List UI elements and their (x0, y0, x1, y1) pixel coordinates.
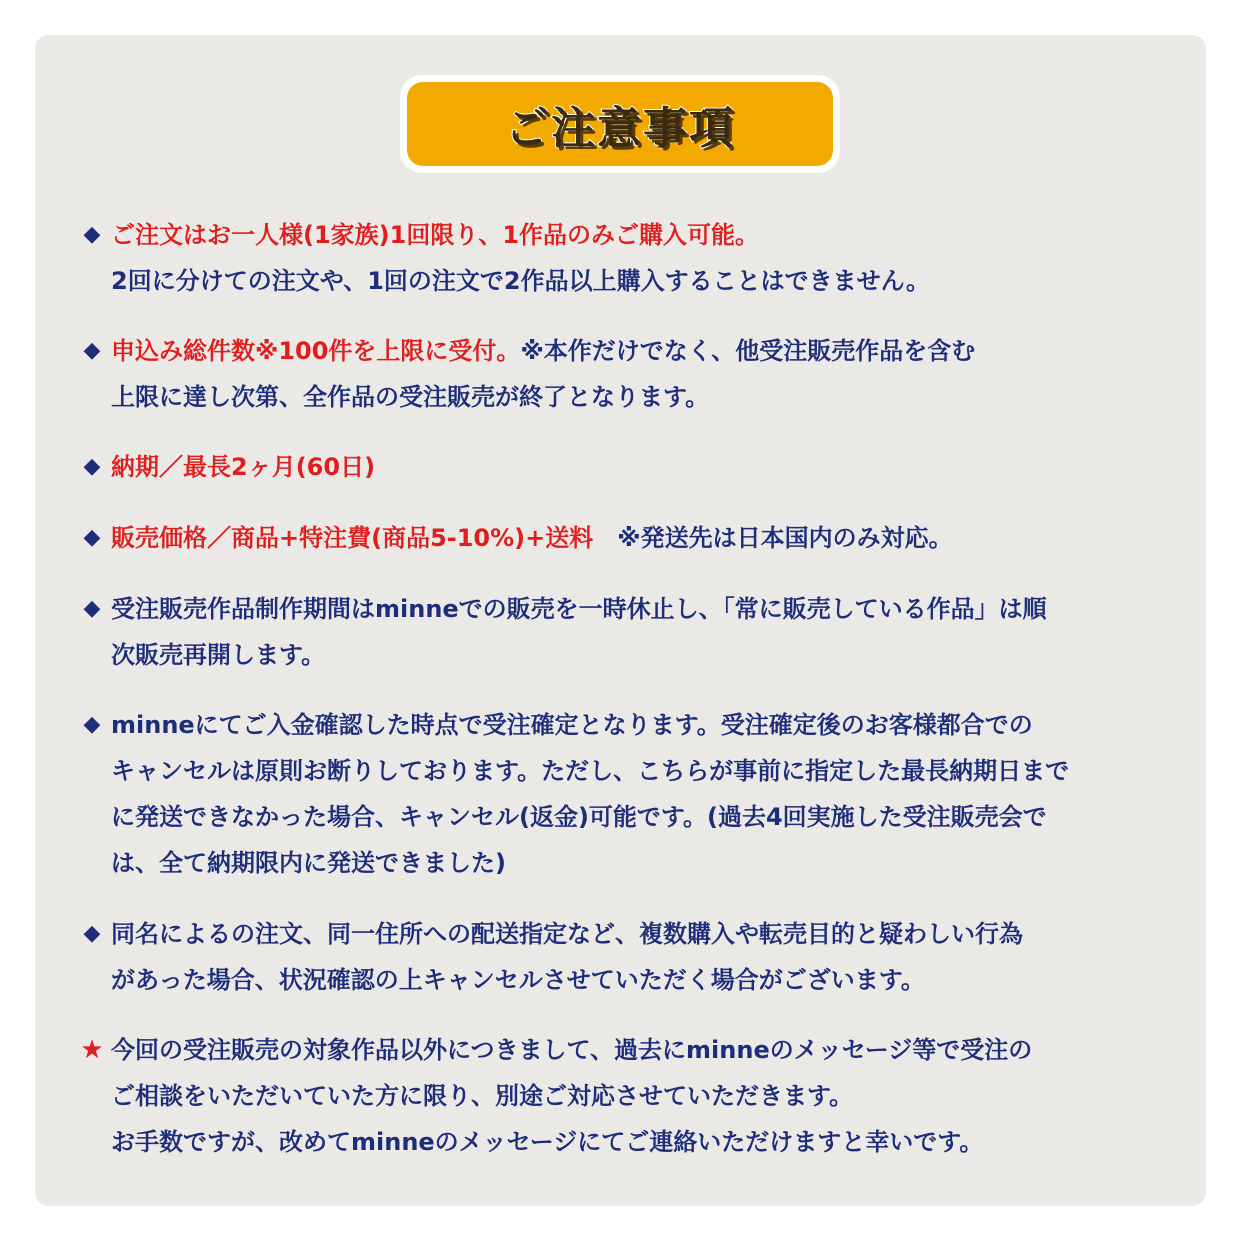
notice-text: 上限に達し次第、全作品の受注販売が終了となります。 (111, 383, 710, 411)
notice-line (111, 214, 759, 256)
notice-text: minneにてご入金確認した時点で受注確定となります。受注確定後のお客様都合での (111, 711, 1033, 739)
notice-line (111, 842, 506, 884)
notice-text: ※本作だけでなく、他受注販売作品を含む (520, 337, 976, 365)
diamond-bullet-icon: ◆ (83, 338, 101, 363)
notice-text: 同名によるの注文、同一住所への配送指定など、複数購入や転売目的と疑わしい行為 (111, 920, 1023, 948)
diamond-bullet-icon: ◆ (83, 525, 101, 550)
notice-text-highlight: ご注文はお一人様(1家族)1回限り、1作品のみご購入可能。 (111, 221, 760, 249)
notice-text: 今回の受注販売の対象作品以外につきまして、過去にminneのメッセージ等で受注の (111, 1036, 1033, 1064)
notice-text-highlight: 納期／最長2ヶ月(60日) (111, 453, 376, 481)
notice-line (111, 1029, 1032, 1071)
notice-text: 受注販売作品制作期間はminneでの販売を一時休止し、「常に販売している作品」は順 (111, 595, 1047, 623)
notice-line (111, 446, 375, 488)
notice-line (111, 796, 1047, 838)
notice-text: 次販売再開します。 (111, 641, 326, 669)
notice-text: お手数ですが、改めてminneのメッセージにてご連絡いただけますと幸いです。 (111, 1128, 984, 1156)
notice-line (111, 376, 709, 418)
notice-line (111, 750, 1069, 792)
notice-line (111, 517, 953, 559)
notice-line (111, 913, 1023, 955)
notice-text-highlight: 販売価格／商品+特注費(商品5-10%)+送料 (111, 524, 594, 552)
notice-text: 2回に分けての注文や、1回の注文で2作品以上購入することはできません。 (111, 267, 931, 295)
notice-text: ご相談をいただいていた方に限り、別途ご対応させていただきます。 (111, 1082, 854, 1110)
title-badge (400, 75, 840, 173)
diamond-bullet-icon: ◆ (83, 712, 101, 737)
notice-text: に発送できなかった場合、キャンセル(返金)可能です。(過去4回実施した受注販売会で (111, 803, 1047, 831)
page-title: ご注意事項 (505, 103, 735, 154)
notice-text: キャンセルは原則お断りしております。ただし、こちらが事前に指定した最長納期日まで (111, 757, 1070, 785)
diamond-bullet-icon: ◆ (83, 596, 101, 621)
star-bullet-icon: ★ (80, 1035, 104, 1065)
notice-text-highlight: 申込み総件数※100件を上限に受付。 (111, 337, 521, 365)
notice-line (111, 330, 975, 372)
notice-line (111, 959, 925, 1001)
diamond-bullet-icon: ◆ (83, 222, 101, 247)
notice-line (111, 588, 1047, 630)
notice-line (111, 1121, 983, 1163)
notice-line (111, 1075, 853, 1117)
notice-text: ※発送先は日本国内のみ対応。 (593, 524, 953, 552)
notice-line (111, 260, 930, 302)
notice-text: があった場合、状況確認の上キャンセルさせていただく場合がございます。 (111, 966, 925, 994)
notice-text: は、全て納期限内に発送できました) (111, 849, 506, 877)
diamond-bullet-icon: ◆ (83, 921, 101, 946)
notice-line (111, 634, 325, 676)
diamond-bullet-icon: ◆ (83, 454, 101, 479)
notice-line (111, 704, 1033, 746)
title-box (407, 82, 833, 166)
